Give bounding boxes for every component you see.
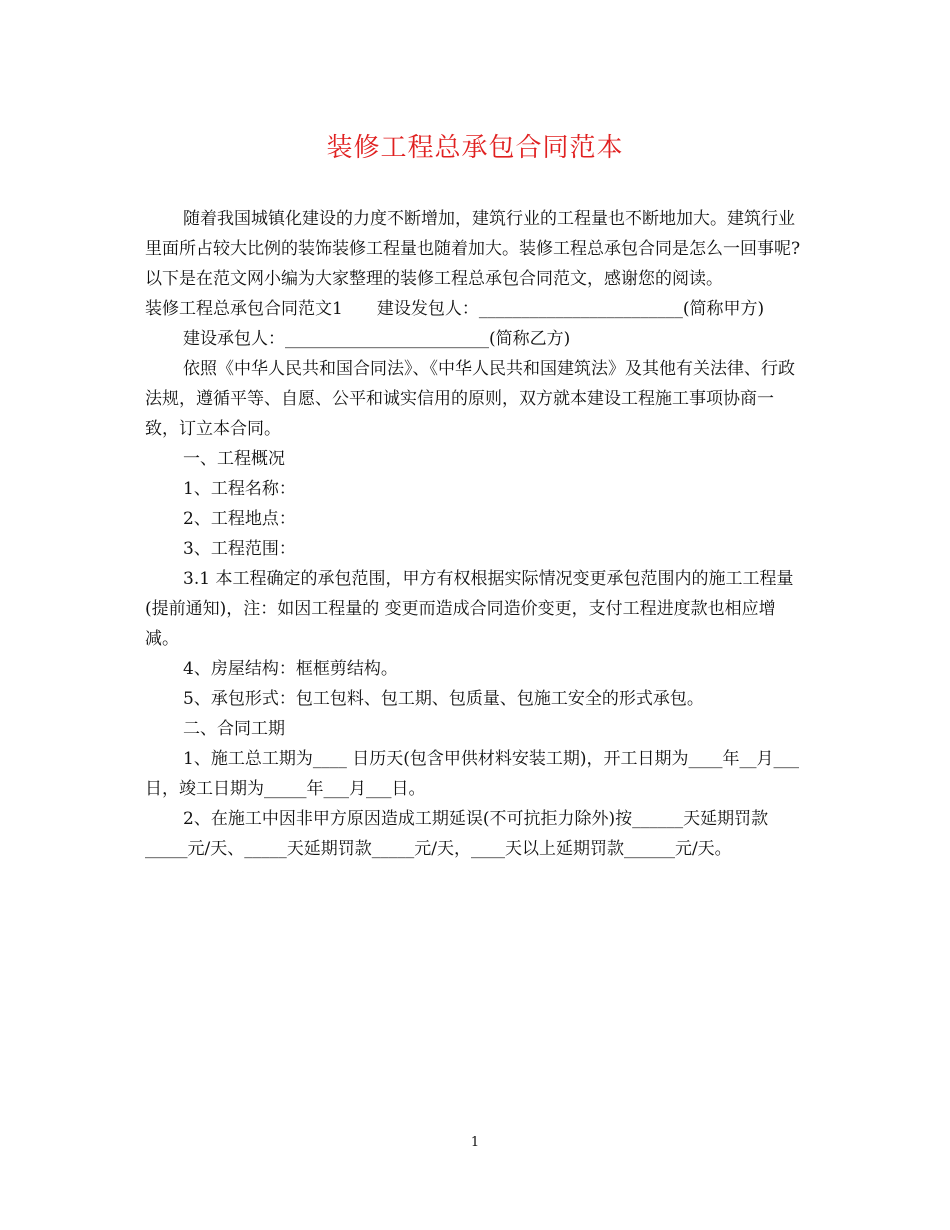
section-heading-project-overview: 一、工程概况	[183, 449, 285, 469]
legal-basis-paragraph: 依照《中华人民共和国合同法》、《中华人民共和国建筑法》及其他有关法律、行政法规，遵循平等、自愿、公平和诚实信用的原则，双方就本建设工程施工事项协商一致，订立本合同。	[145, 359, 795, 439]
contract-heading-line: 装修工程总承包合同范文1 建设发包人：________________________(简称甲方)	[145, 299, 765, 319]
schedule-paragraph: 1、施工总工期为____ 日历天(包含甲供材料安装工期)，开工日期为____年__月___日，竣工日期为_____年___月___日。	[145, 749, 799, 799]
project-scope-line: 3、工程范围：	[183, 539, 296, 559]
project-location-line: 2、工程地点：	[183, 509, 296, 529]
contract-form-line: 5、承包形式：包工包料、包工期、包质量、包施工安全的形式承包。	[183, 689, 704, 709]
page-number: 1	[470, 1135, 480, 1150]
structure-line: 4、房屋结构：框框剪结构。	[183, 659, 398, 679]
penalty-paragraph: 2、在施工中因非甲方原因造成工期延误(不可抗拒力除外)按______天延期罚款_____元/天、_____天延期罚款_____元/天，____天以上延期罚款______元/天。	[145, 809, 769, 859]
section-heading-contract-period: 二、合同工期	[183, 719, 285, 739]
document-body	[145, 204, 805, 864]
document-title: 装修工程总承包合同范本	[326, 133, 624, 163]
project-name-line: 1、工程名称：	[183, 479, 296, 499]
contractor-line: 建设承包人：________________________(简称乙方)	[183, 329, 571, 349]
intro-paragraph: 随着我国城镇化建设的力度不断增加，建筑行业的工程量也不断地加大。建筑行业里面所占较大比例的装饰装修工程量也随着加大。装修工程总承包合同是怎么一回事呢?以下是在范文网小编为大家整理的装修工程总承包合同范文，感谢您的阅读。	[145, 209, 801, 289]
scope-detail-paragraph: 3.1 本工程确定的承包范围，甲方有权根据实际情况变更承包范围内的施工工程量(提前通知)，注：如因工程量的 变更而造成合同造价变更，支付工程进度款也相应增减。	[145, 569, 794, 649]
